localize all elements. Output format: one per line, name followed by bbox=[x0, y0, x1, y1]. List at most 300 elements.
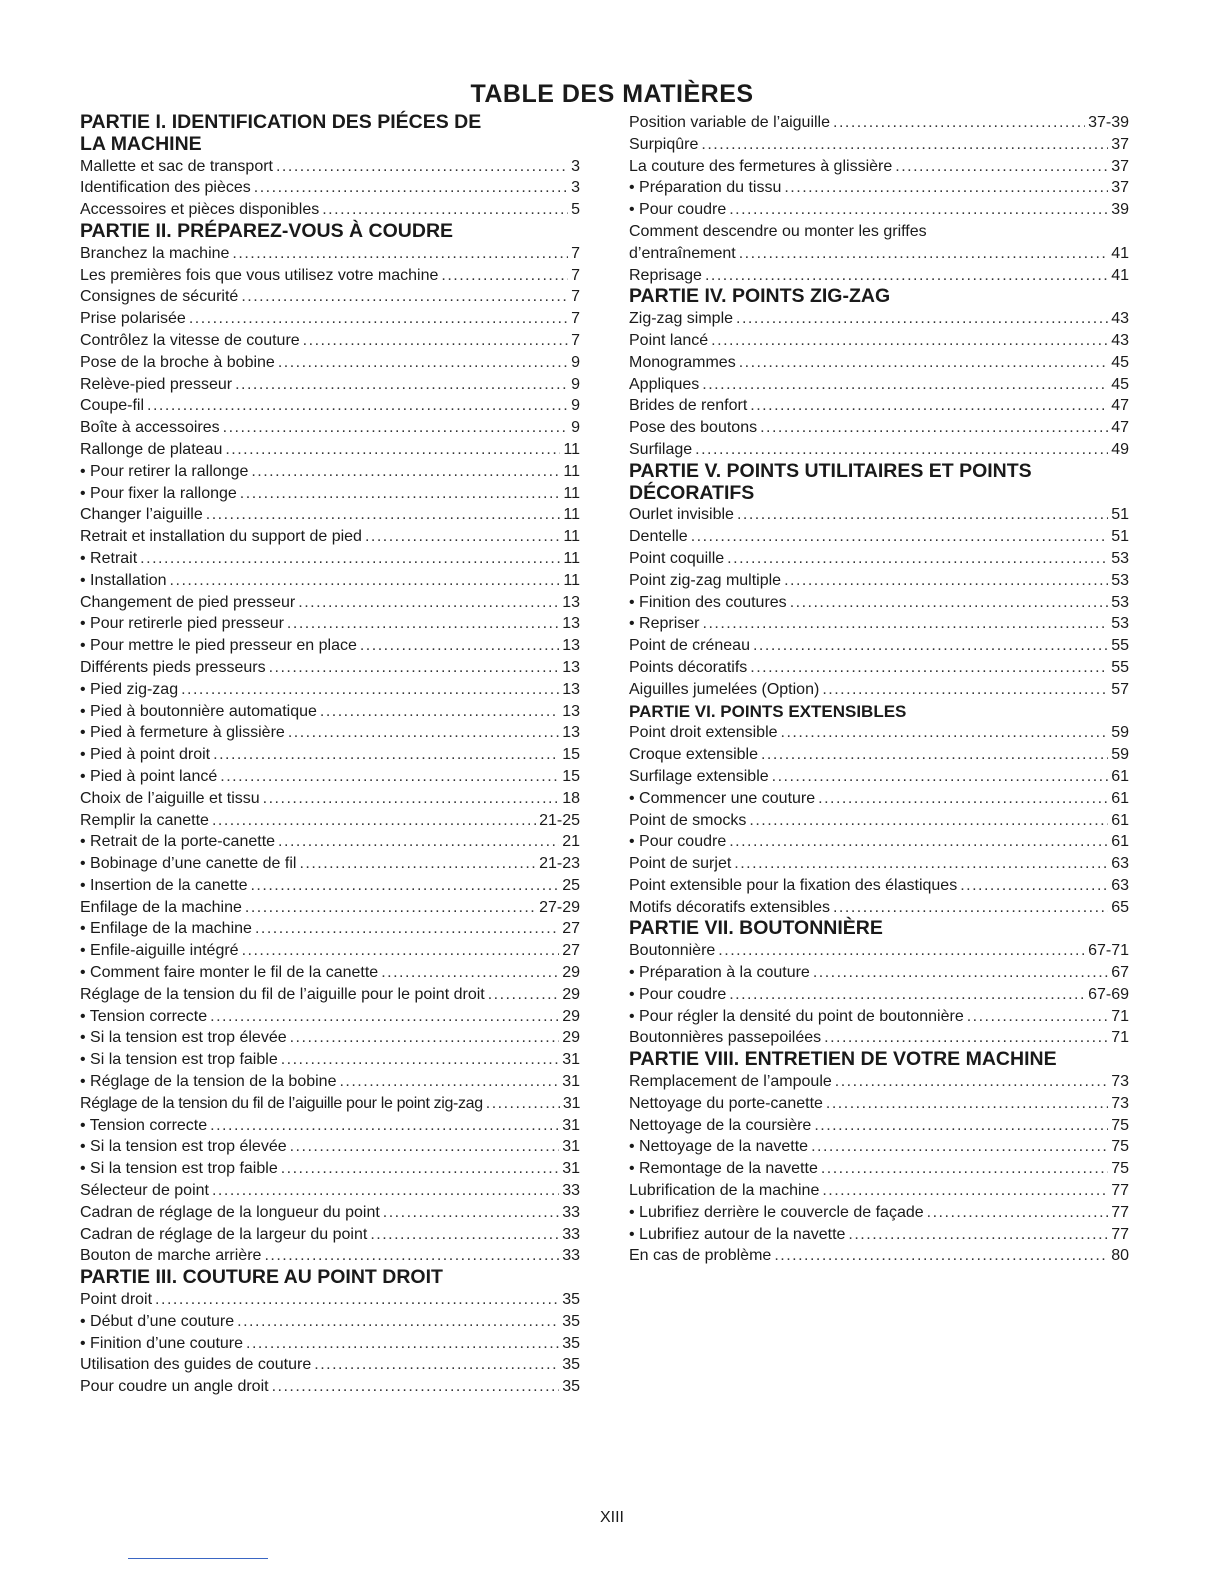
dot-leader bbox=[702, 374, 1108, 396]
toc-entry-page: 45 bbox=[1111, 375, 1129, 393]
toc-entry-title: • Si la tension est trop faible bbox=[80, 1051, 278, 1069]
toc-entry-title: Branchez la machine bbox=[80, 244, 230, 262]
toc-entry-title: • Remontage de la navette bbox=[629, 1160, 818, 1178]
toc-entry bbox=[629, 613, 1129, 635]
dot-leader bbox=[263, 788, 560, 810]
toc-entry-title: Point zig-zag multiple bbox=[629, 571, 782, 589]
toc-entry-page: 73 bbox=[1111, 1094, 1129, 1112]
dot-leader bbox=[381, 962, 559, 984]
toc-entry-page: 63 bbox=[1111, 876, 1129, 894]
toc-entry-title: Point extensible pour la fixation des élastiques bbox=[629, 876, 958, 894]
toc-entry-title: Boîte à accessoires bbox=[80, 419, 220, 437]
toc-entry bbox=[80, 1333, 580, 1355]
toc-entry-page: 29 bbox=[562, 985, 580, 1003]
dot-leader bbox=[140, 548, 560, 570]
toc-entry-page: 37-39 bbox=[1088, 114, 1129, 131]
dot-leader bbox=[750, 657, 1108, 679]
toc-entry-title: • Pour régler la densité du point de boutonnière bbox=[629, 1007, 964, 1025]
toc-entry-page: 13 bbox=[562, 615, 580, 633]
toc-entry bbox=[80, 439, 580, 461]
toc-entry bbox=[629, 635, 1129, 657]
section-heading: DÉCORATIFS bbox=[629, 481, 755, 504]
dot-leader bbox=[790, 592, 1109, 614]
toc-entry-page: 11 bbox=[563, 549, 580, 567]
toc-entry bbox=[80, 352, 580, 374]
toc-right-column bbox=[629, 112, 1129, 1267]
toc-entry-page: 7 bbox=[571, 310, 580, 328]
toc-entry-page: 21 bbox=[562, 833, 580, 851]
toc-entry-page: 61 bbox=[1111, 811, 1129, 829]
toc-entry-page: 35 bbox=[562, 1291, 580, 1309]
toc-entry bbox=[80, 1049, 580, 1071]
toc-entry bbox=[80, 504, 580, 526]
toc-entry-title: Remplacement de l’ampoule bbox=[629, 1073, 832, 1091]
toc-entry bbox=[80, 417, 580, 439]
toc-entry-title: Pour coudre un angle droit bbox=[80, 1378, 269, 1396]
toc-entry-page: 41 bbox=[1111, 266, 1129, 284]
toc-entry-page: 33 bbox=[562, 1247, 580, 1265]
toc-entry-page: 11 bbox=[563, 440, 580, 458]
dot-leader bbox=[486, 1093, 560, 1115]
toc-entry-page: 43 bbox=[1111, 310, 1129, 328]
toc-entry-title: Les premières fois que vous utilisez votre machine bbox=[80, 266, 439, 284]
toc-entry-title: Point droit bbox=[80, 1291, 153, 1309]
dot-leader bbox=[760, 417, 1108, 439]
toc-entry-title: Identification des pièces bbox=[80, 179, 251, 197]
dot-leader bbox=[225, 439, 560, 461]
toc-entry bbox=[629, 177, 1129, 199]
toc-entry-title: Choix de l’aiguille et tissu bbox=[80, 789, 260, 807]
toc-entry-page: 77 bbox=[1111, 1182, 1129, 1200]
toc-entry-page: 3 bbox=[571, 179, 580, 197]
toc-entry-title: Point de smocks bbox=[629, 811, 747, 829]
toc-entry-title: • Comment faire monter le fil de la canette bbox=[80, 964, 379, 982]
dot-leader bbox=[822, 1180, 1108, 1202]
dot-leader bbox=[276, 156, 568, 178]
toc-entry-title: • Retrait de la porte-canette bbox=[80, 833, 276, 851]
toc-entry bbox=[629, 897, 1129, 919]
dot-leader bbox=[826, 1093, 1108, 1115]
toc-entry-page: 7 bbox=[571, 288, 580, 306]
toc-entry bbox=[80, 461, 580, 483]
toc-entry bbox=[629, 330, 1129, 352]
page-title: TABLE DES MATIÈRES bbox=[470, 80, 754, 108]
toc-entry-page: 61 bbox=[1111, 789, 1129, 807]
toc-entry bbox=[80, 984, 580, 1006]
toc-entry-title: Changer l’aiguille bbox=[80, 506, 203, 524]
section-heading: PARTIE VIII. ENTRETIEN DE VOTRE MACHINE bbox=[629, 1048, 1057, 1071]
dot-leader bbox=[695, 439, 1108, 461]
toc-entry-page: 53 bbox=[1111, 549, 1129, 567]
dot-leader bbox=[691, 526, 1109, 548]
toc-entry bbox=[629, 1115, 1129, 1137]
dot-leader bbox=[237, 1311, 559, 1333]
page-number: XIII bbox=[599, 1509, 624, 1526]
toc-entry-page: 73 bbox=[1111, 1073, 1129, 1091]
toc-entry bbox=[629, 962, 1129, 984]
dot-leader bbox=[147, 395, 568, 417]
toc-entry-page: 33 bbox=[562, 1203, 580, 1221]
toc-entry-title: • Nettoyage de la navette bbox=[629, 1138, 809, 1156]
toc-entry bbox=[629, 744, 1129, 766]
toc-entry bbox=[80, 875, 580, 897]
toc-entry-page: 13 bbox=[562, 724, 580, 742]
dot-leader bbox=[848, 1224, 1108, 1246]
dot-leader bbox=[729, 831, 1108, 853]
toc-entry-page: 21-25 bbox=[539, 811, 580, 829]
toc-entry-page: 35 bbox=[562, 1378, 580, 1396]
toc-entry-page: 13 bbox=[562, 658, 580, 676]
toc-entry-page: 71 bbox=[1111, 1029, 1129, 1047]
dot-leader bbox=[761, 744, 1108, 766]
toc-entry-title: Réglage de la tension du fil de l’aiguille pour le point droit bbox=[80, 985, 485, 1003]
toc-entry-page: 31 bbox=[562, 1116, 580, 1134]
toc-entry-page: 51 bbox=[1111, 506, 1129, 524]
toc-entry-title: Consignes de sécurité bbox=[80, 288, 239, 306]
dot-leader bbox=[814, 1115, 1108, 1137]
dot-leader bbox=[242, 940, 560, 962]
toc-entry bbox=[629, 526, 1129, 548]
toc-entry bbox=[80, 918, 580, 940]
toc-entry-title: Prise polarisée bbox=[80, 310, 186, 328]
toc-entry-title: Point coquille bbox=[629, 549, 725, 567]
dot-leader bbox=[278, 831, 559, 853]
toc-entry-title: Points décoratifs bbox=[629, 658, 748, 676]
toc-entry-title: Position variable de l’aiguille bbox=[629, 114, 831, 131]
toc-entry bbox=[629, 984, 1129, 1006]
toc-entry-title: Cadran de réglage de la longueur du point bbox=[80, 1203, 380, 1221]
toc-entry-page: 47 bbox=[1111, 419, 1129, 437]
toc-entry bbox=[629, 1027, 1129, 1049]
toc-entry-page: 21-23 bbox=[539, 855, 580, 873]
toc-entry-title: • Pour retirer la rallonge bbox=[80, 462, 249, 480]
toc-entry-page: 67 bbox=[1111, 964, 1129, 982]
toc-entry-page: 53 bbox=[1111, 593, 1129, 611]
toc-entry-title: • Pied à fermeture à glissière bbox=[80, 724, 285, 742]
toc-entry-page: 59 bbox=[1111, 724, 1129, 742]
toc-entry-title: • Pied à boutonnière automatique bbox=[80, 702, 317, 720]
toc-entry bbox=[80, 483, 580, 505]
dot-leader bbox=[303, 330, 568, 352]
toc-entry-title: Différents pieds presseurs bbox=[80, 658, 266, 676]
toc-entry-title: Boutonnières passepoilées bbox=[629, 1029, 822, 1047]
toc-entry bbox=[629, 722, 1129, 744]
toc-entry-page: 37 bbox=[1111, 157, 1129, 175]
toc-entry bbox=[80, 613, 580, 635]
toc-entry-page: 7 bbox=[571, 244, 580, 262]
toc-entry-page: 37 bbox=[1111, 135, 1129, 153]
toc-entry-page: 63 bbox=[1111, 855, 1129, 873]
dot-leader bbox=[737, 504, 1108, 526]
toc-entry-page: 11 bbox=[563, 506, 580, 524]
toc-entry-page: 13 bbox=[562, 702, 580, 720]
toc-entry-title: • Finition des coutures bbox=[629, 593, 787, 611]
toc-entry bbox=[629, 592, 1129, 614]
toc-entry-title: Dentelle bbox=[629, 528, 688, 546]
toc-entry-page: 59 bbox=[1111, 746, 1129, 764]
toc-entry-title: • Tension correcte bbox=[80, 1007, 208, 1025]
toc-entry bbox=[629, 788, 1129, 810]
dot-leader bbox=[290, 1027, 560, 1049]
toc-entry-page: 75 bbox=[1111, 1160, 1129, 1178]
toc-entry bbox=[80, 722, 580, 744]
toc-entry-title: Point droit extensible bbox=[629, 724, 778, 742]
toc-entry bbox=[629, 199, 1129, 221]
toc-entry bbox=[80, 1027, 580, 1049]
toc-entry-page: 33 bbox=[562, 1225, 580, 1243]
toc-entry-title: • Lubrifiez derrière le couvercle de façade bbox=[629, 1203, 924, 1221]
toc-entry-page: 39 bbox=[1111, 201, 1129, 219]
toc-entry-page: 29 bbox=[562, 1029, 580, 1047]
toc-entry-title: Aiguilles jumelées (Option) bbox=[629, 680, 820, 698]
dot-leader bbox=[220, 766, 559, 788]
dot-leader bbox=[189, 308, 568, 330]
dot-leader bbox=[822, 679, 1108, 701]
toc-entry bbox=[80, 199, 580, 221]
toc-entry-page: 9 bbox=[571, 419, 580, 437]
toc-entry-title: La couture des fermetures à glissière bbox=[629, 157, 893, 175]
toc-entry-page: 37 bbox=[1111, 179, 1129, 197]
toc-entry bbox=[629, 1202, 1129, 1224]
toc-entry-page: 11 bbox=[563, 462, 580, 480]
dot-leader bbox=[821, 1158, 1108, 1180]
dot-leader bbox=[772, 766, 1109, 788]
section-heading: LA MACHINE bbox=[80, 132, 202, 155]
toc-entry-title: • Pour coudre bbox=[629, 833, 727, 851]
toc-entry-title: • Installation bbox=[80, 571, 167, 589]
toc-entry bbox=[80, 744, 580, 766]
toc-entry bbox=[80, 940, 580, 962]
toc-entry-title: • Lubrifiez autour de la navette bbox=[629, 1225, 846, 1243]
toc-entry-title: Point lancé bbox=[629, 331, 709, 349]
toc-entry-title: • Si la tension est trop faible bbox=[80, 1160, 278, 1178]
dot-leader bbox=[232, 243, 568, 265]
toc-entry-page: 31 bbox=[562, 1051, 580, 1069]
toc-entry bbox=[629, 875, 1129, 897]
dot-leader bbox=[753, 635, 1108, 657]
dot-leader bbox=[250, 875, 559, 897]
dot-leader bbox=[441, 265, 568, 287]
dot-leader bbox=[781, 722, 1109, 744]
section-heading: PARTIE VI. POINTS EXTENSIBLES bbox=[629, 701, 907, 721]
dot-leader bbox=[298, 592, 559, 614]
toc-entry bbox=[629, 112, 1129, 134]
toc-entry bbox=[80, 831, 580, 853]
dot-leader bbox=[813, 962, 1108, 984]
toc-entry-page: 71 bbox=[1111, 1007, 1129, 1025]
toc-entry bbox=[80, 265, 580, 287]
toc-entry-page: 31 bbox=[562, 1160, 580, 1178]
toc-entry-page: 11 bbox=[563, 528, 580, 546]
toc-entry bbox=[629, 570, 1129, 592]
toc-entry-title: En cas de problème bbox=[629, 1247, 772, 1265]
dot-leader bbox=[774, 1245, 1108, 1267]
toc-entry bbox=[80, 1180, 580, 1202]
dot-leader bbox=[299, 853, 536, 875]
section-heading: PARTIE V. POINTS UTILITAIRES ET POINTS bbox=[629, 459, 1032, 482]
toc-entry-title: • Si la tension est trop élevée bbox=[80, 1138, 287, 1156]
dot-leader bbox=[241, 286, 568, 308]
dot-leader bbox=[281, 1158, 559, 1180]
toc-entry bbox=[80, 526, 580, 548]
toc-entry-title: Surfilage extensible bbox=[629, 767, 769, 785]
toc-entry-page: 29 bbox=[562, 1007, 580, 1025]
toc-entry bbox=[80, 679, 580, 701]
toc-entry-title: Croque extensible bbox=[629, 746, 758, 764]
dot-leader bbox=[365, 526, 560, 548]
toc-entry-page: 25 bbox=[562, 876, 580, 894]
toc-entry-page: 27-29 bbox=[539, 898, 580, 916]
toc-entry-page: 53 bbox=[1111, 615, 1129, 633]
dot-leader bbox=[212, 810, 536, 832]
dot-leader bbox=[736, 308, 1108, 330]
toc-entry bbox=[80, 1354, 580, 1376]
toc-entry-page: 33 bbox=[562, 1182, 580, 1200]
toc-entry-page: 13 bbox=[562, 680, 580, 698]
toc-entry-title: • Pied à point droit bbox=[80, 746, 211, 764]
toc-entry-title: Pose des boutons bbox=[629, 419, 758, 437]
toc-entry bbox=[80, 548, 580, 570]
toc-entry-page: 13 bbox=[562, 593, 580, 611]
dot-leader bbox=[281, 1049, 559, 1071]
toc-entry bbox=[80, 570, 580, 592]
toc-entry-title: • Pour coudre bbox=[629, 985, 727, 1003]
toc-entry-page: 47 bbox=[1111, 397, 1129, 415]
toc-entry bbox=[80, 657, 580, 679]
toc-entry bbox=[629, 1158, 1129, 1180]
dot-leader bbox=[155, 1289, 559, 1311]
toc-entry bbox=[629, 504, 1129, 526]
toc-entry-page: 41 bbox=[1111, 244, 1129, 262]
toc-entry-page: 61 bbox=[1111, 767, 1129, 785]
toc-entry bbox=[80, 1071, 580, 1093]
toc-entry-title: Mallette et sac de transport bbox=[80, 157, 273, 175]
dot-leader bbox=[818, 788, 1108, 810]
toc-entry bbox=[80, 308, 580, 330]
dot-leader bbox=[240, 483, 561, 505]
toc-entry-page: 35 bbox=[562, 1356, 580, 1374]
toc-entry-title: • Début d’une couture bbox=[80, 1312, 235, 1330]
toc-entry-title: Accessoires et pièces disponibles bbox=[80, 201, 320, 219]
toc-entry-title: • Préparation à la couture bbox=[629, 964, 810, 982]
dot-leader bbox=[272, 1376, 560, 1398]
dot-leader bbox=[895, 156, 1108, 178]
toc-entry bbox=[629, 766, 1129, 788]
toc-entry-page: 55 bbox=[1111, 637, 1129, 655]
toc-entry bbox=[80, 1311, 580, 1333]
toc-entry bbox=[80, 286, 580, 308]
toc-entry bbox=[629, 352, 1129, 374]
toc-entry-title: • Pied zig-zag bbox=[80, 680, 179, 698]
footer-link-underline bbox=[128, 1558, 268, 1559]
dot-leader bbox=[835, 1071, 1108, 1093]
toc-entry-title: Reprisage bbox=[629, 266, 702, 284]
toc-entry bbox=[80, 788, 580, 810]
toc-entry bbox=[80, 177, 580, 199]
section-heading: PARTIE III. COUTURE AU POINT DROIT bbox=[80, 1266, 443, 1289]
toc-entry-title: • Finition d’une couture bbox=[80, 1334, 244, 1352]
dot-leader bbox=[824, 1027, 1108, 1049]
dot-leader bbox=[833, 112, 1085, 134]
dot-leader bbox=[967, 1006, 1108, 1028]
dot-leader bbox=[213, 744, 559, 766]
toc-entry-page: 43 bbox=[1111, 331, 1129, 349]
dot-leader bbox=[727, 548, 1108, 570]
toc-entry-title: Point de créneau bbox=[629, 637, 750, 655]
toc-entry-page: 67-69 bbox=[1088, 985, 1129, 1003]
toc-entry-title: • Bobinage d’une canette de fil bbox=[80, 855, 297, 873]
dot-leader bbox=[739, 352, 1109, 374]
toc-entry-page: 15 bbox=[562, 746, 580, 764]
dot-leader bbox=[927, 1202, 1109, 1224]
dot-leader bbox=[734, 853, 1108, 875]
toc-entry-page: 29 bbox=[562, 964, 580, 982]
toc-entry-page: 18 bbox=[562, 789, 580, 807]
toc-entry bbox=[629, 1224, 1129, 1246]
toc-entry bbox=[80, 592, 580, 614]
toc-entry-title: Réglage de la tension du fil de l’aiguille pour le point zig-zag bbox=[80, 1094, 483, 1112]
section-heading: PARTIE I. IDENTIFICATION DES PIÉCES DE bbox=[80, 111, 482, 133]
toc-entry bbox=[629, 265, 1129, 287]
toc-entry-page: 67-71 bbox=[1088, 942, 1129, 960]
toc-entry-title: Sélecteur de point bbox=[80, 1182, 209, 1200]
toc-entry-title: Zig-zag simple bbox=[629, 310, 734, 328]
dot-leader bbox=[833, 897, 1108, 919]
dot-leader bbox=[339, 1071, 559, 1093]
toc-entry-title: Appliques bbox=[629, 375, 700, 393]
toc-entry-title: Rallonge de plateau bbox=[80, 440, 223, 458]
dot-leader bbox=[269, 657, 560, 679]
toc-entry-page: 61 bbox=[1111, 833, 1129, 851]
dot-leader bbox=[960, 875, 1108, 897]
toc-entry-title: • Pour coudre bbox=[629, 201, 727, 219]
dot-leader bbox=[235, 374, 568, 396]
toc-entry-title: Contrôlez la vitesse de couture bbox=[80, 331, 300, 349]
dot-leader bbox=[210, 1006, 559, 1028]
dot-leader bbox=[322, 199, 568, 221]
toc-entry-page: 31 bbox=[562, 1138, 580, 1156]
toc-entry-page: 75 bbox=[1111, 1116, 1129, 1134]
toc-entry-page: 80 bbox=[1111, 1247, 1129, 1265]
toc-entry-title: Pose de la broche à bobine bbox=[80, 353, 275, 371]
toc-entry-title: Ourlet invisible bbox=[629, 506, 734, 524]
dot-leader bbox=[223, 417, 568, 439]
dot-leader bbox=[314, 1354, 559, 1376]
toc-entry-title: • Insertion de la canette bbox=[80, 876, 248, 894]
dot-leader bbox=[703, 613, 1109, 635]
toc-entry-page: 13 bbox=[562, 637, 580, 655]
dot-leader bbox=[701, 134, 1108, 156]
dot-leader bbox=[488, 984, 559, 1006]
toc-entry-page: 11 bbox=[563, 571, 580, 589]
dot-leader bbox=[718, 940, 1085, 962]
toc-entry-page: 57 bbox=[1111, 680, 1129, 698]
toc-entry-page: 9 bbox=[571, 353, 580, 371]
toc-entry-page: 53 bbox=[1111, 571, 1129, 589]
toc-entry bbox=[629, 940, 1129, 962]
toc-entry-title: • Tension correcte bbox=[80, 1116, 208, 1134]
section-heading: PARTIE IV. POINTS ZIG-ZAG bbox=[629, 285, 891, 308]
toc-entry-title: Remplir la canette bbox=[80, 811, 209, 829]
toc-entry bbox=[80, 1376, 580, 1398]
toc-entry bbox=[80, 1158, 580, 1180]
dot-leader bbox=[288, 722, 559, 744]
toc-entry bbox=[629, 1245, 1129, 1267]
dot-leader bbox=[210, 1115, 559, 1137]
toc-entry-title: Surfilage bbox=[629, 440, 693, 458]
toc-entry-page: 15 bbox=[562, 767, 580, 785]
toc-entry bbox=[629, 1006, 1129, 1028]
